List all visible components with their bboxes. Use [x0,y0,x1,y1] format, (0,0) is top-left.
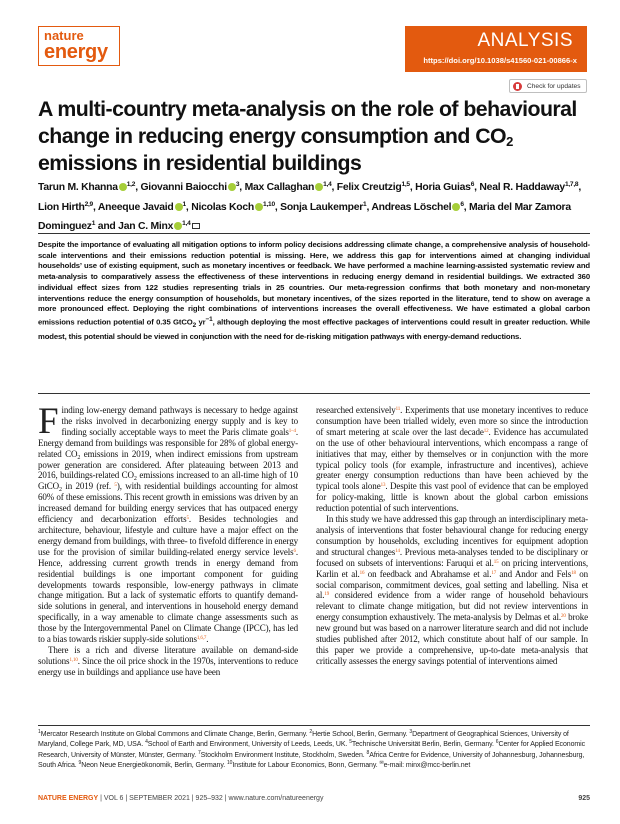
subscript: 2 [77,454,81,461]
body-text: . Previous meta-analyses tended to be disciplinary or focused on subsets of interventions: Faruqui et al. [316,546,588,568]
author-name: Andreas Löschel [371,201,452,213]
orcid-icon [119,183,127,191]
author-name: Felix Creutzig [336,182,402,193]
body-text: on feedback and Abrahamse et al. [364,568,492,579]
body-text: and Andor and Fels [496,568,572,579]
abstract [38,240,590,342]
citation-ref: 14 [395,548,400,554]
body-right-column [316,405,588,667]
citation-ref: 1,6,7 [196,636,207,642]
author-affiliation-ref: 6 [470,181,475,188]
author-name: Aneeque Javaid [97,201,174,213]
body-text: inding low-energy demand pathways is necessary to hedge against the risks involved in decarbonizing energy supply and is key to finding socially acceptable ways to meet the Paris climate goals [61,405,298,437]
logo-line-1: nature [44,28,84,43]
affiliation-number: 5 [349,739,352,746]
author-name: Tarun M. Khanna [38,182,118,193]
body-text: In this study we have addressed this gap through an interdisciplinary meta-analysis of interventions that foster behavioural change for reducing energy consumption by households, excluding incentives for equipment adoption and structural changes [316,514,588,557]
affiliation-number: ✉ [379,760,384,767]
citation-ref: 19 [324,592,330,598]
doi-link[interactable]: https://doi.org/10.1038/s41560-021-00866-x [423,56,577,65]
orcid-icon [255,203,263,211]
citation-ref: 1–4 [288,428,296,434]
article-type: ANALYSIS [477,30,573,51]
affiliation-number: 6 [495,739,499,746]
body-text: ), with residential buildings accounting for almost 60% of these emissions. This recent growth in emissions was driven by an increased demand for building energy services that has outpaced energy efficiency and decarbonization efforts [38,481,298,525]
abstract-sup: −1 [205,315,213,323]
affiliation-text: Mercator Research Institute on Global Commons and Climate Change, Berlin, Germany. [40,731,310,738]
body-paragraph [316,405,588,514]
bookmark-icon [513,82,522,91]
author-name: Max Callaghan [244,182,315,193]
subscript: 2 [59,487,62,494]
page-footer [38,795,323,802]
author-name: Nicolas Koch [191,201,255,213]
affiliations [38,730,590,772]
author-affiliation-ref: 6 [460,200,464,208]
citation-ref: 11 [395,407,401,412]
author-name: Lion Hirth [38,201,85,213]
body-text: . Energy demand from buildings was responsible for 28% of global energy-related CO [38,426,298,459]
body-text: . Evidence has accumulated on the use of other behavioural interventions, which encompass a range of initiatives that may, either by themselves or in conjunction with the more typical policy tools (for example, infrastructure and incentives), achieve greater energy consumption reductions than have been achieved by the typical tools alone [316,426,588,492]
citation-ref: 12 [483,428,489,434]
author-name: Maria del Mar Zamora Dominguez [38,201,571,232]
author-name: Jan C. Minx [118,221,174,232]
orcid-icon [175,203,183,211]
affiliation-text: Center for Applied Economic Research, University of Münster, Münster, Germany. [38,741,586,759]
author-affiliation-ref: 1,7,8 [564,181,579,188]
abstract-text-2: yr [196,317,206,327]
affiliation-number: 4 [145,739,148,746]
affiliation-text: Technische Universität Berlin, Berlin, Germany. [351,741,496,749]
title-main: A multi-country meta-analysis on the role of behavioural change in reducing energy consumption and CO [38,97,577,148]
body-paragraph [38,645,298,678]
abstract-sub: 2 [192,322,197,330]
author-affiliation-ref: 1,4 [182,220,191,227]
author-name: Giovanni Baiocchi [140,182,227,193]
body-text: There is a rich and diverse literature available on demand-side solutions [38,644,298,666]
affiliations-rule [38,725,590,726]
orcid-icon [174,222,182,230]
citation-ref: 15 [493,559,499,565]
body-text: . [206,634,209,645]
citation-ref: 18 [571,570,576,576]
affiliation-text: Neon Neue Energieökonomik, Berlin, Germany. [81,762,227,770]
body-paragraph [38,401,298,645]
body-text: emissions increased to an all-time high of 10 GtCO [38,470,298,492]
body-left-column [38,401,298,678]
affiliation-number: 8 [366,749,370,756]
author-affiliation-ref: 1 [363,200,367,208]
body-text: broke new ground but was based on a narrower literature search and did not include studies published after 2012, which constitute about half of our sample. In this paper we provide a comprehensive, up-to-date meta-analysis that critically assesses the energy savings potential of interventions aimed [316,612,588,666]
affiliation-text: e-mail: minx@mcc-berlin.net [383,762,471,770]
drop-cap: F [38,401,59,442]
affiliation-number: 7 [197,749,201,756]
check-updates-label: Check for updates [527,83,581,90]
email-icon [192,223,200,229]
abstract-top-rule [38,233,590,234]
body-paragraph [316,514,588,667]
affiliation-number: 9 [78,760,82,767]
affiliation-number: 1 [38,729,41,735]
affiliation-text: Hertie School, Berlin, Germany. [312,731,410,738]
abstract-text-1: Despite the importance of evaluating all mitigation options to inform policy decisions addressing climate change, a comprehensive analysis of household-scale interventions and their emissions reduction potential is missing. Here, we address this gap for interventions aimed at changing individual households’ use of existing equipment, such as monetary incentives or feedback. We have performed a machine learning-assisted systematic review and meta-analysis to comparatively assess the effectiveness of these interventions in reducing energy demand in residential buildings. We extracted 360 individual effect sizes from 122 studies representing trials in 25 countries. Our meta-regression confirms that both monetary and non-monetary interventions reduce the energy consumption of households, but monetary incentives, of the sizes reported in the literature, tend to show on average a more pronounced effect. Deploying the right combinations of interventions increases the overall effectiveness. We have estimated a global carbon emissions reduction potential of 0.35 GtCO [38,240,590,327]
author-affiliation-ref: 3 [235,181,240,188]
affiliation-text: Department of Geographical Sciences, University of Maryland, College Park, MD, USA. [38,731,569,749]
logo-line-2: energy [44,41,108,63]
author-affiliation-ref: 1,4 [323,181,332,188]
orcid-icon [315,183,323,191]
author-name: Horia Guias [415,182,471,193]
affiliation-text: School of Earth and Environment, University of Leeds, Leeds, UK. [147,741,350,749]
author-affiliation-ref: 2,9 [84,200,93,208]
page-number: 925 [578,795,590,802]
article-title [38,96,588,177]
body-text: . Besides technologies and architecture, behaviour, lifestyle and culture have a major effect on the energy demand from buildings, with three- to fivefold difference in energy use for the provision of similar building-related energy service levels [38,514,298,557]
abstract-bottom-rule [38,393,590,394]
subscript: 2 [133,476,137,483]
body-text: researched extensively [316,405,396,415]
author-name: Sonja Laukemper [280,201,364,213]
check-updates-button[interactable] [509,79,587,93]
abstract-text-3: , although deploying the most effective packages of interventions could result in greater reduction. While modest, this potential should be viewed in conjunction with the need for de-risking mitigation pathways with energy-demand reductions. [38,317,590,341]
citation-ref: 6 [293,548,296,554]
affiliation-number: 10 [226,760,233,767]
author-affiliation-ref: 1,5 [401,181,410,188]
affiliation-text: Institute for Labour Economics, Bonn, Germany. [232,762,380,770]
body-text: in 2019 (ref. [61,481,115,492]
article-type-banner [405,26,587,72]
author-affiliation-ref: 1,2 [126,181,136,188]
body-text: . Experiments that use monetary incentives to reduce consumption have been trialled widely, even more so since the introduction of smart metering at scale over the last decade [316,405,588,437]
body-text: . Hence, addressing current growth trends in energy demand from residential buildings is one important component for guiding developments towards responsible, low-energy pathways in climate change mitigation. But a lack of systematic efforts to quantify demand-side solutions in general, and interventions in household energy demand specifically, in a way amenable to climate change assessments such as those by the Intergovernmental Panel on Climate Change (IPCC), has led to a bias towards riskier supply-side solutions [38,546,298,645]
journal-logo [38,26,120,66]
author-list: Tarun M. Khanna $^{1,2}$, Giovanni Baiocchi $^3$, Max Callaghan $^{1,4}$, Felix Creutzig$^{1,5}$, Horia Guias$^6$, Neal R. Haddaway$^{1,7,8}$, Lion Hirth$^{2,9}$, Aneeque Javaid $^1$, Nicolas Koch $^{1,10}$, Sonja Laukemper$^1$, Andreas Löschel $^6$, Maria del Mar Zamora Dominguez$^1$ and Jan C. Minx $^{1,4}$ [38,181,581,232]
affiliation-number: 3 [409,729,413,735]
orcid-icon [228,183,236,191]
author-affiliation-ref: 1 [91,220,96,227]
title-subscript: 2 [506,134,513,149]
citation-ref: 5 [186,516,189,522]
affiliation-text: Stockholm Environment Institute, Stockholm, Sweden. [200,751,367,759]
body-text: considered evidence from a wider range of household behaviours relevant to climate change mitigation, but did not review interventions in energy consumption exhaustively. The meta-analysis by Delmas et al. [316,590,588,623]
affiliation-text: Africa Centre for Evidence, University of Johannesburg, Johannesburg, South Africa. [38,751,585,770]
citation-ref: 5 [114,483,117,489]
footer-journal: NATURE ENERGY [38,795,99,802]
citation-ref: 13 [380,483,386,489]
body-text: on social comparison, commitment devices, goal setting and labelling. Nisa et al. [316,568,588,601]
body-text: . Despite this vast pool of evidence that can be employed for policy-making, little is known about the global carbon emissions reduction potential of such interventions. [316,481,588,514]
affiliation-number: 2 [309,729,313,735]
citation-ref: 20 [560,614,566,620]
title-end: emissions in residential buildings [38,151,362,175]
author-affiliation-ref: 1,10 [263,200,275,208]
citation-ref: 16 [359,570,365,576]
citation-ref: 17 [491,570,497,576]
body-text: emissions in 2019, when indirect emissions from upstream power generation are considered. After plateauing between 2013 and 2016, buildings-related CO [38,448,298,481]
author-name: Neal R. Haddaway [479,182,565,193]
author-affiliation-ref: 1 [182,200,186,208]
citation-ref: 1,10 [69,657,78,663]
footer-info: | VOL 6 | SEPTEMBER 2021 | 925–932 | www.nature.com/natureenergy [98,795,324,802]
body-text: on pricing interventions, Karlin et al. [316,557,588,579]
body-text: . Since the oil price shock in the 1970s, interventions to reduce energy use in buildings and appliance use have been [38,655,298,677]
